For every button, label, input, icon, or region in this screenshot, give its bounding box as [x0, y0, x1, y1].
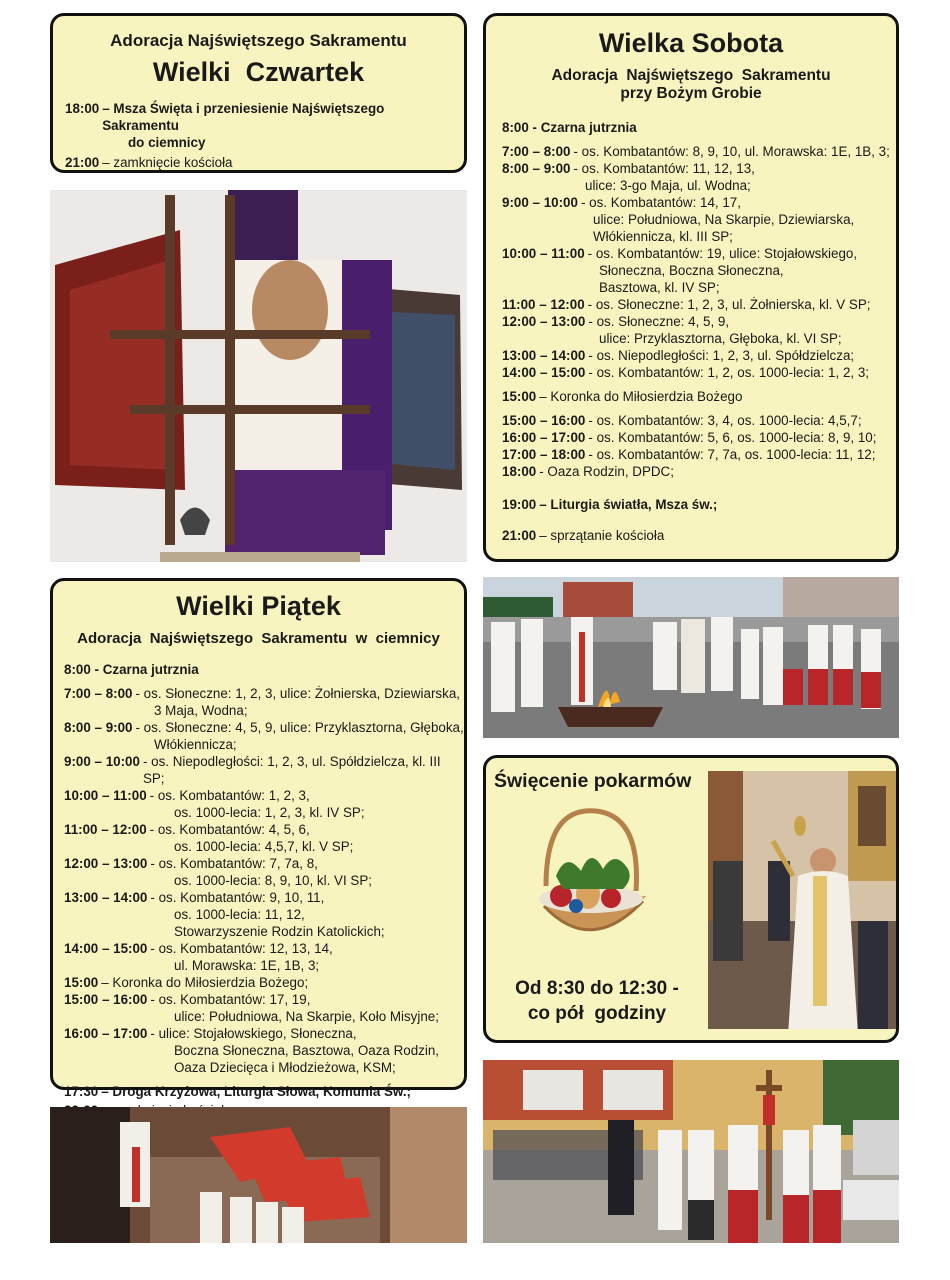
schedule-text: - os. Słoneczne: 4, 5, 9, ulice: Przyklasztorna, Głęboka,: [135, 720, 464, 735]
time-label: 8:00 – 9:00: [64, 720, 133, 735]
schedule-row: [65, 154, 464, 171]
schedule-row: [64, 753, 464, 787]
schedule-row: [502, 388, 896, 405]
time-label: 15:00 – 16:00: [502, 413, 586, 428]
saturday-schedule: [502, 119, 896, 544]
schedule-row: [502, 527, 896, 544]
thursday-schedule: [65, 100, 464, 171]
schedule-continuation: os. 1000-lecia: 4,5,7, kl. V SP;: [174, 839, 354, 854]
time-label: 9:00 – 10:00: [64, 754, 140, 769]
schedule-text: - os. Kombatantów: 1, 2, os. 1000-lecia: 1, 2, 3;: [588, 365, 870, 380]
schedule-text: - os. Kombatantów: 7, 7a, 8,: [150, 856, 318, 871]
procession-illustration: [483, 1060, 899, 1243]
time-label: 9:00 – 10:00: [502, 195, 578, 210]
schedule-text: - os. Kombatantów: 14, 17,: [580, 195, 741, 210]
friday-box: [50, 578, 467, 1099]
schedule-row: [64, 787, 464, 804]
time-label: 11:00 – 12:00: [502, 297, 585, 312]
time-label: 10:00 – 11:00: [64, 788, 147, 803]
priest-blessing-illustration: [708, 771, 896, 1029]
schedule-text: - os. Kombatantów: 5, 6, os. 1000-lecia: 8, 9, 10;: [588, 430, 877, 445]
schedule-text: – sprzątanie kościoła: [539, 528, 665, 543]
schedule-text: - os. Kombatantów: 9, 10, 11,: [150, 890, 325, 905]
thursday-subtitle: Adoracja Najświętszego Sakramentu: [110, 31, 407, 50]
schedule-text: - os. Kombatantów: 17, 19,: [150, 992, 311, 1007]
schedule-row: [64, 991, 464, 1008]
procession-photo: [483, 1060, 899, 1243]
schedule-continuation: Stowarzyszenie Rodzin Katolickich;: [174, 924, 385, 939]
schedule-row: [64, 940, 464, 957]
schedule-row: [502, 463, 896, 480]
time-label: 15:00 – 16:00: [64, 992, 148, 1007]
schedule-text: - os. Niepodległości: 1, 2, 3, ul. Spółdzielcza;: [588, 348, 855, 363]
schedule-text: - os. Kombatantów: 12, 13, 14,: [150, 941, 333, 956]
schedule-text: - os. Kombatantów: 19, ulice: Stojałowskiego,: [587, 246, 858, 261]
food-basket-illustration: [526, 806, 656, 956]
schedule-row: [64, 685, 464, 702]
schedule-continuation: Basztowa, kl. IV SP;: [599, 280, 720, 295]
schedule-row: [502, 296, 896, 313]
thursday-title: Wielki Czwartek: [152, 57, 365, 87]
schedule-row: [64, 821, 464, 838]
schedule-row: [502, 160, 896, 177]
good-friday-illustration: [50, 1107, 467, 1243]
thursday-box: [50, 13, 467, 173]
schedule-text: - os. Słoneczne: 1, 2, 3, ul. Żołnierska, kl. V SP;: [587, 297, 871, 312]
schedule-text: - ulice: Stojałowskiego, Słoneczna,: [150, 1026, 357, 1041]
schedule-continuation: Boczna Słoneczna, Basztowa, Oaza Rodzin,: [174, 1043, 439, 1058]
schedule-continuation: Włókiennicza, kl. III SP;: [593, 229, 733, 244]
time-label: 21:00: [502, 528, 537, 543]
schedule-text: - os. Niepodległości: 1, 2, 3, ul. Spółdzielcza, kl. III SP;: [142, 754, 441, 786]
schedule-row: [502, 143, 896, 160]
schedule-row: [502, 194, 896, 211]
cross-artwork-illustration: [50, 190, 467, 562]
schedule-text: – Liturgia światła, Msza św.;: [539, 497, 718, 512]
schedule-continuation: Oaza Dziecięca i Młodzieżowa, KSM;: [174, 1060, 396, 1075]
time-label: 13:00 – 14:00: [502, 348, 586, 363]
schedule-row: [65, 100, 464, 134]
schedule-row: [502, 245, 896, 262]
time-label: 17:30: [64, 1084, 99, 1099]
schedule-continuation: do ciemnicy: [128, 135, 206, 150]
friday-schedule: [64, 661, 464, 1119]
schedule-continuation: 3 Maja, Wodna;: [154, 703, 248, 718]
schedule-text: – Msza Święta i przeniesienie Najświętszego Sakramentu: [102, 101, 385, 133]
schedule-row: [502, 313, 896, 330]
time-label: 7:00 – 8:00: [502, 144, 571, 159]
schedule-text: - Oaza Rodzin, DPDC;: [539, 464, 674, 479]
schedule-text: - os. Kombatantów: 3, 4, os. 1000-lecia: 4,5,7;: [588, 413, 862, 428]
schedule-continuation: ul. Morawska: 1E, 1B, 3;: [174, 958, 320, 973]
priest-blessing-photo: [708, 771, 896, 1029]
schedule-text: - os. Kombatantów: 11, 12, 13,: [573, 161, 755, 176]
schedule-row: [502, 446, 896, 463]
friday-first: 8:00 - Czarna jutrznia: [64, 662, 199, 677]
schedule-row: [502, 429, 896, 446]
time-label: 12:00 – 13:00: [502, 314, 586, 329]
schedule-continuation: os. 1000-lecia: 8, 9, 10, kl. VI SP;: [174, 873, 372, 888]
time-label: 11:00 – 12:00: [64, 822, 147, 837]
schedule-text: – Droga Krzyżowa, Liturgia Słowa, Komunia Św.;: [101, 1084, 412, 1099]
blessing-hours-1: Od 8:30 do 12:30 -: [515, 978, 679, 999]
schedule-continuation: Słoneczna, Boczna Słoneczna,: [599, 263, 784, 278]
time-label: 18:00: [65, 101, 100, 116]
schedule-text: - os. Kombatantów: 8, 9, 10, ul. Morawska: 1E, 1B, 3;: [573, 144, 890, 159]
fire-blessing-illustration: [483, 577, 899, 738]
good-friday-photo: [50, 1107, 467, 1243]
time-label: 10:00 – 11:00: [502, 246, 585, 261]
saturday-title: Wielka Sobota: [598, 28, 784, 58]
schedule-continuation: ulice: Południowa, Na Skarpie, Dziewiarska,: [593, 212, 855, 227]
blessing-box: [483, 755, 899, 1043]
schedule-text: – Koronka do Miłosierdzia Bożego;: [101, 975, 309, 990]
schedule-row: [64, 719, 464, 736]
schedule-text: - os. Kombatantów: 4, 5, 6,: [149, 822, 310, 837]
time-label: 17:00 – 18:00: [502, 447, 586, 462]
schedule-continuation: Włókiennicza;: [154, 737, 237, 752]
time-label: 16:00 – 17:00: [64, 1026, 148, 1041]
saturday-first: 8:00 - Czarna jutrznia: [502, 120, 637, 135]
schedule-row: [502, 364, 896, 381]
time-label: 14:00 – 15:00: [64, 941, 148, 956]
saturday-subtitle-1: Adoracja Najświętszego Sakramentu: [551, 67, 831, 84]
schedule-continuation: os. 1000-lecia: 1, 2, 3, kl. IV SP;: [174, 805, 365, 820]
time-label: 13:00 – 14:00: [64, 890, 148, 905]
blessing-hours-2: co pół godziny: [527, 1003, 667, 1024]
schedule-row: [64, 889, 464, 906]
time-label: 15:00: [502, 389, 537, 404]
schedule-row: [64, 1025, 464, 1042]
time-label: 8:00 – 9:00: [502, 161, 571, 176]
time-label: 16:00 – 17:00: [502, 430, 586, 445]
schedule-text: – Koronka do Miłosierdzia Bożego: [539, 389, 743, 404]
schedule-row: [64, 1083, 464, 1100]
schedule-row: [64, 974, 464, 991]
friday-title: Wielki Piątek: [176, 591, 341, 621]
schedule-continuation: ulice: Południowa, Na Skarpie, Koło Misyjne;: [174, 1009, 439, 1024]
cross-artwork-photo: [50, 190, 467, 562]
schedule-text: – zamknięcie kościoła: [102, 155, 233, 170]
schedule-row: [502, 412, 896, 429]
friday-subtitle: Adoracja Najświętszego Sakramentu w ciemnicy: [77, 630, 440, 647]
schedule-continuation: ulice: 3-go Maja, ul. Wodna;: [585, 178, 751, 193]
time-label: 18:00: [502, 464, 537, 479]
schedule-continuation: ulice: Przyklasztorna, Głęboka, kl. VI SP;: [599, 331, 842, 346]
fire-blessing-photo: [483, 577, 899, 738]
saturday-subtitle-2: przy Bożym Grobie: [620, 85, 762, 102]
time-label: 19:00: [502, 497, 537, 512]
schedule-row: [502, 496, 896, 513]
schedule-continuation: os. 1000-lecia: 11, 12,: [174, 907, 305, 922]
time-label: 21:00: [65, 155, 100, 170]
time-label: 12:00 – 13:00: [64, 856, 148, 871]
schedule-text: - os. Słoneczne: 4, 5, 9,: [588, 314, 730, 329]
saturday-box: [483, 13, 899, 562]
schedule-row: [502, 347, 896, 364]
time-label: 14:00 – 15:00: [502, 365, 586, 380]
time-label: 15:00: [64, 975, 99, 990]
schedule-row: [64, 855, 464, 872]
schedule-text: - os. Słoneczne: 1, 2, 3, ulice: Żołnierska, Dziewiarska,: [135, 686, 460, 701]
schedule-text: - os. Kombatantów: 7, 7a, os. 1000-lecia: 11, 12;: [588, 447, 876, 462]
schedule-text: - os. Kombatantów: 1, 2, 3,: [149, 788, 310, 803]
blessing-title: Święcenie pokarmów: [494, 770, 692, 792]
time-label: 7:00 – 8:00: [64, 686, 133, 701]
